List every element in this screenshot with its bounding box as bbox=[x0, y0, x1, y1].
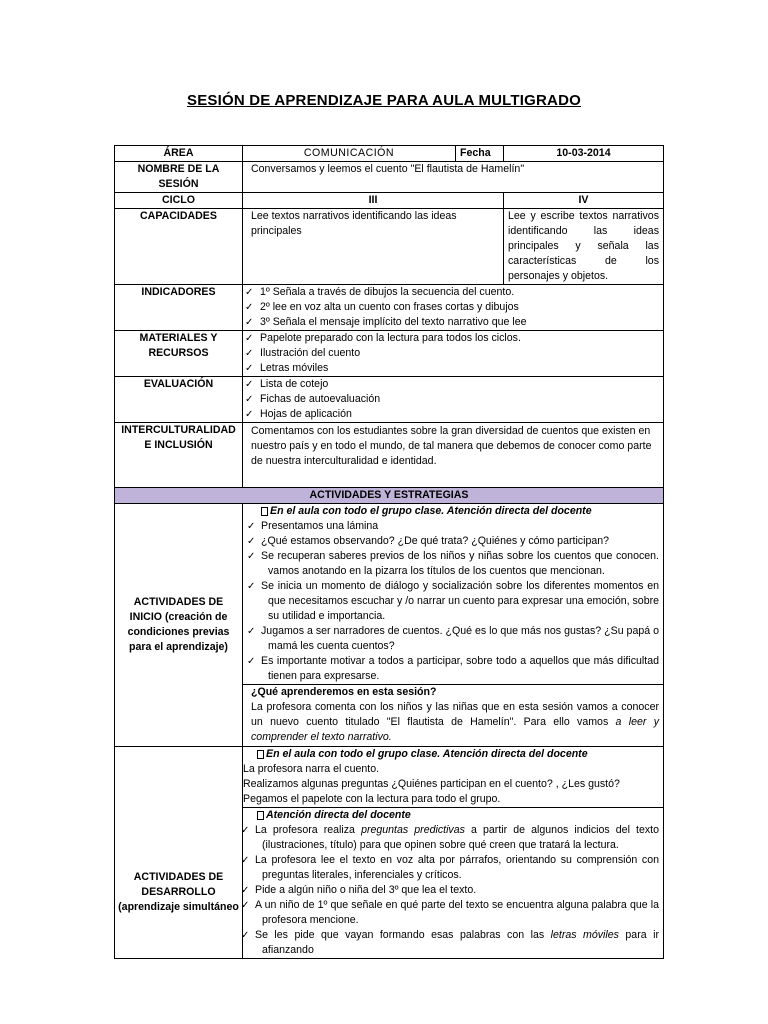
inicio-q-text-b: a leer y comprender el texto narrativo. bbox=[251, 716, 659, 743]
capacidades-row bbox=[115, 209, 664, 285]
material-item: ✓ Papelote preparado con la lectura para todos los ciclos. bbox=[254, 331, 659, 346]
square-icon bbox=[257, 750, 264, 759]
actividades-band: ACTIVIDADES Y ESTRATEGIAS bbox=[115, 488, 664, 504]
materiales-row bbox=[115, 331, 664, 377]
evaluacion-item: ✓ Lista de cotejo bbox=[254, 377, 659, 392]
nombre-value: Conversamos y leemos el cuento "El flautista de Hamelín" bbox=[243, 162, 664, 193]
desarrollo-item: ✓ A un niño de 1º que señale en qué parte del texto se encuentra alguna palabra que la profesora mencione. bbox=[255, 898, 659, 928]
fecha-value: 10-03-2014 bbox=[504, 146, 664, 162]
evaluacion-label: EVALUACIÓN bbox=[115, 377, 243, 423]
desarrollo-item1-a: La profesora realiza bbox=[255, 824, 362, 836]
inicio-item: ✓ ¿Qué estamos observando? ¿De qué trata? ¿Quiénes y cómo participan? bbox=[261, 534, 659, 549]
material-item: ✓ Ilustración del cuento bbox=[254, 346, 659, 361]
fecha-label: Fecha bbox=[456, 146, 504, 162]
ciclo-row bbox=[115, 193, 664, 209]
intercultural-text: Comentamos con los estudiantes sobre la gran diversidad de cuentos que existen en nuestro país y en todo el mundo, de tal manera que debemos de conocer como parte de nuestra interculturalidad e identidad. bbox=[243, 423, 664, 488]
desarrollo-item5-c: para ir afianzando bbox=[262, 929, 659, 956]
desarrollo-label: ACTIVIDADES DE DESARROLLO bbox=[133, 871, 224, 898]
desarrollo-list bbox=[255, 823, 659, 958]
intercultural-label: INTERCULTURALIDAD E INCLUSIÓN bbox=[115, 423, 243, 488]
desarrollo-item5-b: letras móviles bbox=[550, 929, 619, 941]
evaluacion-item: ✓ Hojas de aplicación bbox=[254, 407, 659, 422]
desarrollo-item5-a: Se les pide que vayan formando esas palabras con las bbox=[255, 929, 551, 941]
nombre-row bbox=[115, 162, 664, 193]
indicador-item: ✓ 1º Señala a través de dibujos la secuencia del cuento. bbox=[254, 285, 659, 300]
inicio-heading-text: En el aula con todo el grupo clase. Atención directa del docente bbox=[270, 505, 592, 517]
desarrollo-label-cell bbox=[115, 747, 243, 959]
desarrollo-heading1 bbox=[243, 747, 659, 762]
materiales-list bbox=[254, 331, 659, 376]
ciclo-iv: IV bbox=[504, 193, 664, 209]
inicio-q-text bbox=[251, 700, 659, 745]
inicio-label: ACTIVIDADES DE INICIO (creación de condiciones previas para el aprendizaje) bbox=[115, 504, 243, 747]
inicio-item: ✓ Se recuperan saberes previos de los niños y niñas sobre los cuentos que conocen. vamos anotando en la pizarra los títulos de los cuentos que mencionan. bbox=[261, 549, 659, 579]
material-item: ✓ Letras móviles bbox=[254, 361, 659, 376]
ciclo-iii: III bbox=[243, 193, 504, 209]
capacidades-iv: Lee y escribe textos narrativos identificando las ideas principales y señala las características de los personajes y objetos. bbox=[504, 209, 664, 285]
indicador-item: ✓ 3º Señala el mensaje implícito del texto narrativo que lee bbox=[254, 315, 659, 330]
desarrollo-plain: Realizamos algunas preguntas ¿Quiénes participan en el cuento? , ¿Les gustó? bbox=[243, 778, 620, 790]
ciclo-label: CICLO bbox=[115, 193, 243, 209]
desarrollo-plain: La profesora narra el cuento. bbox=[243, 763, 380, 775]
desarrollo-item1-b: preguntas predictivas bbox=[361, 824, 465, 836]
evaluacion-list bbox=[254, 377, 659, 422]
desarrollo-item1-c: a partir de algunos indicios del texto (ilustraciones, título) para que opinen sobre qué creen que tratará la lectura. bbox=[262, 824, 659, 851]
inicio-heading bbox=[261, 504, 659, 519]
inicio-q-text-a: La profesora comenta con los niños y las niñas que en esta sesión vamos a conocer un nuevo cuento titulado "El flautista de Hamelín". Para ello vamos bbox=[251, 701, 659, 728]
inicio-item: ✓ Presentamos una lámina bbox=[261, 519, 659, 534]
nombre-label: NOMBRE DE LA SESIÓN bbox=[115, 162, 243, 193]
indicador-item: ✓ 2º lee en voz alta un cuento con frases cortas y dibujos bbox=[254, 300, 659, 315]
evaluacion-row bbox=[115, 377, 664, 423]
area-label: ÁREA bbox=[115, 146, 243, 162]
inicio-item: ✓ Se inicia un momento de diálogo y socialización sobre los diferentes momentos en que necesitamos escuchar y /o narrar un cuento para expresar una emoción, sobre su utilidad e importancia. bbox=[261, 579, 659, 624]
indicadores-row bbox=[115, 285, 664, 331]
inicio-item: ✓ Es importante motivar a todos a participar, sobre todo a aquellos que más dificultad tienen para expresarse. bbox=[261, 654, 659, 684]
desarrollo-plain: Pegamos el papelote con la lectura para todo el grupo. bbox=[243, 793, 501, 805]
capacidades-label: CAPACIDADES bbox=[115, 209, 243, 285]
desarrollo-row bbox=[115, 747, 664, 808]
desarrollo-item: ✓ Pide a algún niño o niña del 3º que lea el texto. bbox=[255, 883, 659, 898]
actividades-band-row bbox=[115, 488, 664, 504]
inicio-q-heading: ¿Qué aprenderemos en esta sesión? bbox=[251, 686, 437, 698]
desarrollo-item: ✓ La profesora lee el texto en voz alta por párrafos, orientando su comprensión con preguntas literales, inferenciales y críticos. bbox=[255, 853, 659, 883]
page-title: SESIÓN DE APRENDIZAJE PARA AULA MULTIGRADO bbox=[187, 92, 581, 109]
inicio-item: ✓ Jugamos a ser narradores de cuentos. ¿Qué es lo que más nos gustas? ¿Su papá o mamá les cuenta cuentos? bbox=[261, 624, 659, 654]
square-icon bbox=[261, 507, 268, 516]
square-icon bbox=[257, 811, 264, 820]
inicio-row bbox=[115, 504, 664, 685]
indicadores-label: INDICADORES bbox=[115, 285, 243, 331]
intercultural-row bbox=[115, 423, 664, 488]
inicio-list bbox=[261, 519, 659, 684]
area-row bbox=[115, 146, 664, 162]
materiales-label: MATERIALES Y RECURSOS bbox=[115, 331, 243, 377]
capacidades-iii: Lee textos narrativos identificando las ideas principales bbox=[243, 209, 504, 285]
desarrollo-heading2-text: Atención directa del docente bbox=[266, 809, 411, 821]
desarrollo-item bbox=[255, 823, 659, 853]
desarrollo-item bbox=[255, 928, 659, 958]
indicadores-list bbox=[254, 285, 659, 330]
session-table bbox=[114, 145, 664, 959]
area-value: COMUNICACIÓN bbox=[243, 146, 456, 162]
desarrollo-heading2 bbox=[255, 808, 659, 823]
desarrollo-heading1-text: En el aula con todo el grupo clase. Atención directa del docente bbox=[266, 748, 588, 760]
desarrollo-label2: (aprendizaje simultáneo bbox=[118, 901, 239, 913]
evaluacion-item: ✓ Fichas de autoevaluación bbox=[254, 392, 659, 407]
